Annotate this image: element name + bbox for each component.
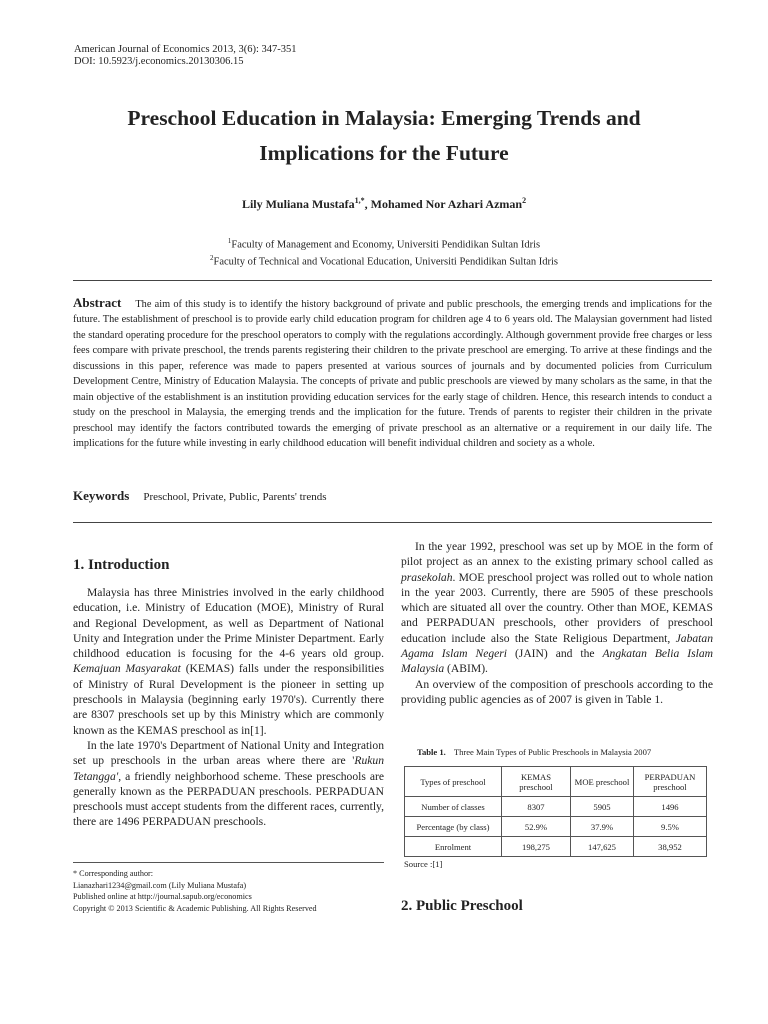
table-caption-label: Table 1. bbox=[417, 747, 446, 757]
table-header-cell: MOE preschool bbox=[571, 767, 634, 797]
abstract-label: Abstract bbox=[73, 295, 122, 310]
affiliations bbox=[0, 235, 768, 268]
table-header-row bbox=[405, 767, 707, 797]
table-caption bbox=[417, 747, 651, 757]
intro-p2-italic: Rukun Tetangga' bbox=[73, 754, 384, 783]
affiliation-2-mark: 2 bbox=[209, 253, 214, 262]
table-source: Source :[1] bbox=[404, 859, 443, 869]
affiliation-2 bbox=[0, 252, 768, 269]
right-p1-italic-3: Angkatan Belia Islam Malaysia bbox=[401, 647, 713, 676]
intro-p2-text-a: In the late 1970's Department of National Unity and Integration set up preschools in the urban areas where there are ' bbox=[73, 738, 384, 768]
right-p1-text-c: (JAIN) and the bbox=[507, 647, 603, 661]
footnote-divider bbox=[73, 862, 384, 863]
keywords-text: Preschool, Private, Public, Parents' trends bbox=[143, 491, 327, 503]
table-row bbox=[405, 817, 707, 837]
table-1-container bbox=[404, 766, 707, 857]
table-cell: 1496 bbox=[634, 797, 707, 817]
right-column-body bbox=[401, 539, 713, 707]
right-p1-italic-1: prasekolah bbox=[401, 570, 453, 584]
keywords bbox=[73, 488, 327, 504]
title-line-2: Implications for the Future bbox=[259, 141, 509, 165]
affiliation-2-text: Faculty of Technical and Vocational Education, Universiti Pendidikan Sultan Idris bbox=[213, 256, 559, 267]
abstract bbox=[73, 295, 712, 452]
table-cell: 5905 bbox=[571, 797, 634, 817]
table-cell: 52.9% bbox=[502, 817, 571, 837]
journal-header bbox=[74, 44, 297, 68]
author-2: Mohamed Nor Azhari Azman bbox=[370, 197, 523, 211]
affiliation-1-mark: 1 bbox=[227, 237, 232, 245]
author-2-affiliation-mark: 2 bbox=[522, 196, 527, 205]
intro-p2-text-b: , a friendly neighborhood scheme. These preschools are generally known as the PERPADUAN preschools. PERPADUAN preschools must accept students from the different races, currently, there are 1496 PERPADUAN preschools. bbox=[73, 769, 384, 829]
table-row bbox=[405, 797, 707, 817]
table-cell: Number of classes bbox=[405, 797, 502, 817]
table-caption-text: Three Main Types of Public Preschools in Malaysia 2007 bbox=[453, 747, 652, 757]
table-cell: Enrolment bbox=[405, 837, 502, 857]
table-header-cell: PERPADUAN preschool bbox=[634, 767, 707, 797]
journal-citation: American Journal of Economics 2013, 3(6): 347-351 bbox=[74, 44, 297, 55]
table-cell: 8307 bbox=[502, 797, 571, 817]
author-list bbox=[0, 196, 768, 212]
right-p1-text-b: . MOE preschool project was rolled out to whole nation in the year 2003. Currently, there are 5905 of these preschools which are situated all over the country. Other than MOE, KEMAS and PERPADUAN preschools, other providers of preschool education include also the State Religious Department, bbox=[401, 570, 713, 645]
section-heading-introduction: 1. Introduction bbox=[73, 557, 170, 573]
intro-p1-text-b: (KEMAS) falls under the responsibilities of Ministry of Rural Development is the pioneer in setting up preschools in Malaysia (beginning early 1970's). Currently there are 8307 preschools set up by this Ministry which are commonly known as the KEMAS preschool as in[1]. bbox=[73, 662, 384, 737]
author-1: Lily Muliana Mustafa bbox=[241, 197, 355, 211]
footnote-email: Lianazhari1234@gmail.com (Lily Muliana Mustafa) bbox=[73, 880, 247, 890]
table-cell: 147,625 bbox=[571, 837, 634, 857]
table-row bbox=[405, 837, 707, 857]
paper-title bbox=[60, 101, 708, 171]
author-separator: , bbox=[364, 197, 371, 211]
table-cell: Percentage (by class) bbox=[405, 817, 502, 837]
right-p1-italic-2: Jabatan Agama Islam Negeri bbox=[401, 631, 713, 661]
section-heading-public-preschool: 2. Public Preschool bbox=[401, 898, 523, 914]
introduction-body bbox=[73, 585, 384, 830]
table-cell: 198,275 bbox=[502, 837, 571, 857]
right-paragraph-1 bbox=[401, 539, 713, 677]
affiliation-1 bbox=[0, 235, 768, 252]
table-1 bbox=[404, 766, 707, 857]
table-header-cell: KEMAS preschool bbox=[502, 767, 571, 797]
right-p1-text-a: In the year 1992, preschool was set up by MOE in the form of pilot project as an annex to the existing primary school called as bbox=[401, 540, 713, 569]
footnote-published: Published online at http://journal.sapub.org/economics bbox=[73, 892, 252, 902]
table-header-cell: Types of preschool bbox=[405, 767, 502, 797]
affiliation-1-text: Faculty of Management and Economy, Universiti Pendidikan Sultan Idris bbox=[231, 239, 541, 251]
keywords-label: Keywords bbox=[73, 488, 130, 503]
title-line-1: Preschool Education in Malaysia: Emerging Trends and bbox=[127, 106, 641, 130]
table-cell: 9.5% bbox=[634, 817, 707, 837]
top-divider bbox=[73, 280, 712, 281]
table-cell: 37.9% bbox=[571, 817, 634, 837]
footnote-corresponding: * Corresponding author: bbox=[73, 869, 154, 878]
abstract-text: The aim of this study is to identify the history background of private and public preschools, the emerging trends and implications for the future. The establishment of preschool is to provide early child education program for children age 4 to 6 years old. The Malaysian government had listed the standard operating procedure for the preschool operators to comply with the regulations accordingly. Although government provide free charges or less fees compare with private preschool, the trends parents registering their children to the private preschool are emerging. To arrive at these findings and the discussions in this paper, reference was made to papers presented at various sources of journals and by documented policies from Curriculum Development Centre, Ministry of Education Malaysia. The concepts of private and public preschools are viewed by many scholars as the same, in that the main objective of the establishment is an institution providing education services for the early stage of children. Hence, this research intends to conduct a study on the preschool in Malaysia, the emerging trends and the implication for the future. Trends of parents to register their children in the private preschool may identify the factors contributed towards the emerging of private preschool as an alternative or a requirement in our daily life. The implications for the future while investing in early childhood education will benefit individual children and society as a whole. bbox=[73, 299, 712, 450]
abstract-divider bbox=[73, 522, 712, 523]
footnote-copyright: Copyright © 2013 Scientific & Academic Publishing. All Rights Reserved bbox=[73, 903, 317, 913]
footnote bbox=[73, 868, 317, 914]
author-1-affiliation-mark: 1,* bbox=[354, 196, 365, 205]
table-cell: 38,952 bbox=[634, 837, 707, 857]
doi: DOI: 10.5923/j.economics.20130306.15 bbox=[74, 56, 244, 67]
right-paragraph-2: An overview of the composition of preschools according to the providing public agencies as of 2007 is given in Table 1. bbox=[401, 677, 713, 706]
intro-paragraph-2 bbox=[73, 738, 384, 830]
intro-paragraph-1 bbox=[73, 585, 384, 738]
right-p1-text-d: (ABIM). bbox=[444, 662, 488, 676]
intro-p1-text-a: Malaysia has three Ministries involved in the early childhood education, i.e. Ministry of Education (MOE), Ministry of Rural and Regional Development, as well as Department of National Unity and Integration under the Prime Minister Department. Early childhood education is focusing for the 4-6 years old group. bbox=[73, 586, 384, 661]
intro-p1-italic: Kemajuan Masyarakat bbox=[73, 662, 181, 676]
